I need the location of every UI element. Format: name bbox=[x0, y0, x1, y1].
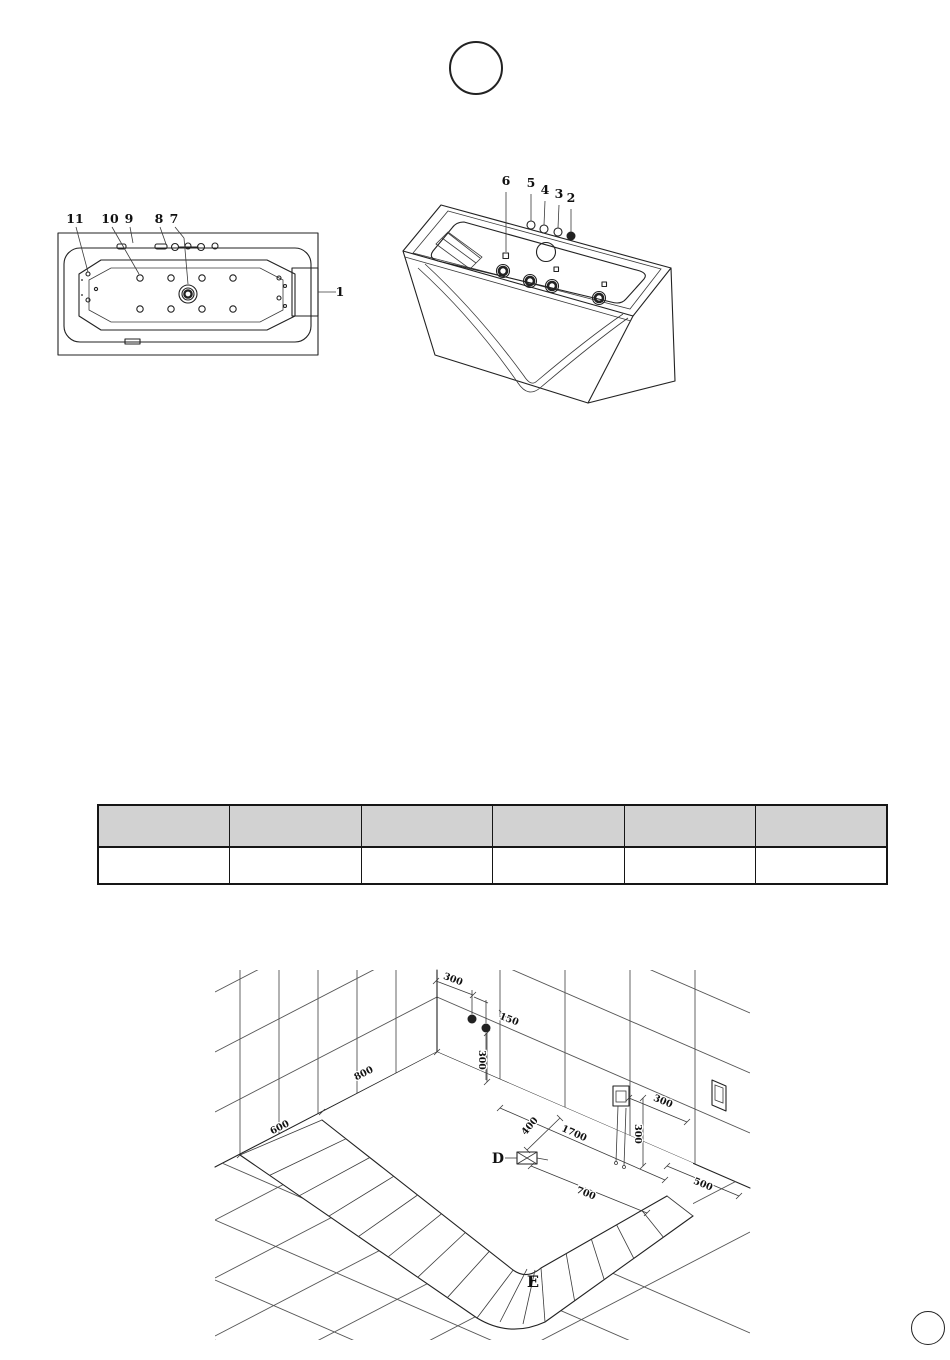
figure-bathtub-perspective-view bbox=[378, 168, 698, 408]
table-cell bbox=[624, 847, 756, 884]
table-cell bbox=[361, 847, 493, 884]
table-header-cell bbox=[756, 805, 888, 847]
table-cell bbox=[230, 847, 362, 884]
side-jets-right bbox=[277, 276, 287, 308]
footer-page-circle bbox=[911, 1311, 945, 1345]
basin-opening bbox=[431, 222, 645, 303]
floor-jets bbox=[137, 275, 236, 312]
rim-thickness-line bbox=[405, 257, 631, 321]
table-row bbox=[98, 847, 887, 884]
sensor-square-3 bbox=[602, 282, 607, 287]
table-header-row bbox=[98, 805, 887, 847]
tub-outer-frame bbox=[58, 233, 318, 355]
figure-bathtub-top-view bbox=[55, 210, 345, 365]
rim-controls bbox=[117, 243, 218, 251]
figure-installation-diagram bbox=[215, 970, 750, 1340]
spec-table bbox=[97, 804, 888, 885]
dim-side-wall-length: 600 bbox=[268, 1118, 292, 1138]
marker-drain: D bbox=[491, 1151, 505, 1167]
tub-rim bbox=[64, 248, 311, 342]
table-header-cell bbox=[230, 805, 362, 847]
apron-corner-edge bbox=[588, 316, 633, 403]
dim-drain-offset-width: 700 bbox=[574, 1184, 598, 1203]
dim-connection-height: 300 bbox=[476, 1050, 487, 1070]
callout-9: 9 bbox=[124, 211, 134, 226]
callout-1: 1 bbox=[335, 284, 345, 299]
callout-3: 3 bbox=[554, 186, 564, 201]
callout-11: 11 bbox=[66, 211, 84, 226]
glass-window-outer bbox=[418, 268, 628, 392]
headrest bbox=[292, 268, 318, 316]
dim-wall-connection-offset: 300 bbox=[441, 970, 465, 989]
table-cell bbox=[98, 847, 230, 884]
headrest-band bbox=[436, 232, 482, 269]
dim-connection-spacing: 150 bbox=[497, 1010, 521, 1029]
callout-6: 6 bbox=[501, 173, 511, 188]
dim-drain-offset-length: 400 bbox=[519, 1115, 541, 1138]
dim-control-box-offset: 300 bbox=[651, 1092, 675, 1111]
callout-10: 10 bbox=[101, 211, 119, 226]
callout-4: 4 bbox=[540, 182, 550, 197]
page-number-circle bbox=[449, 41, 503, 95]
callout-8: 8 bbox=[154, 211, 164, 226]
table-header-cell bbox=[493, 805, 625, 847]
tub-basin-floor bbox=[89, 268, 283, 322]
dim-floor-clearance: 500 bbox=[691, 1175, 715, 1194]
callout-5: 5 bbox=[526, 175, 536, 190]
table-cell bbox=[756, 847, 888, 884]
callout-7: 7 bbox=[169, 211, 179, 226]
sensor-square-2 bbox=[554, 267, 559, 272]
power-outlet bbox=[712, 1080, 726, 1111]
dim-control-box-height: 300 bbox=[632, 1124, 643, 1144]
dim-tub-length: 1700 bbox=[559, 1123, 589, 1145]
table-header-cell bbox=[98, 805, 230, 847]
callout-2: 2 bbox=[566, 190, 576, 205]
drain bbox=[179, 285, 197, 303]
sensor-square-1 bbox=[503, 253, 509, 259]
dim-back-wall-length: 800 bbox=[352, 1064, 376, 1084]
table-header-cell bbox=[624, 805, 756, 847]
marker-tub-outline: E bbox=[526, 1272, 540, 1291]
table-header-cell bbox=[361, 805, 493, 847]
table-cell bbox=[493, 847, 625, 884]
